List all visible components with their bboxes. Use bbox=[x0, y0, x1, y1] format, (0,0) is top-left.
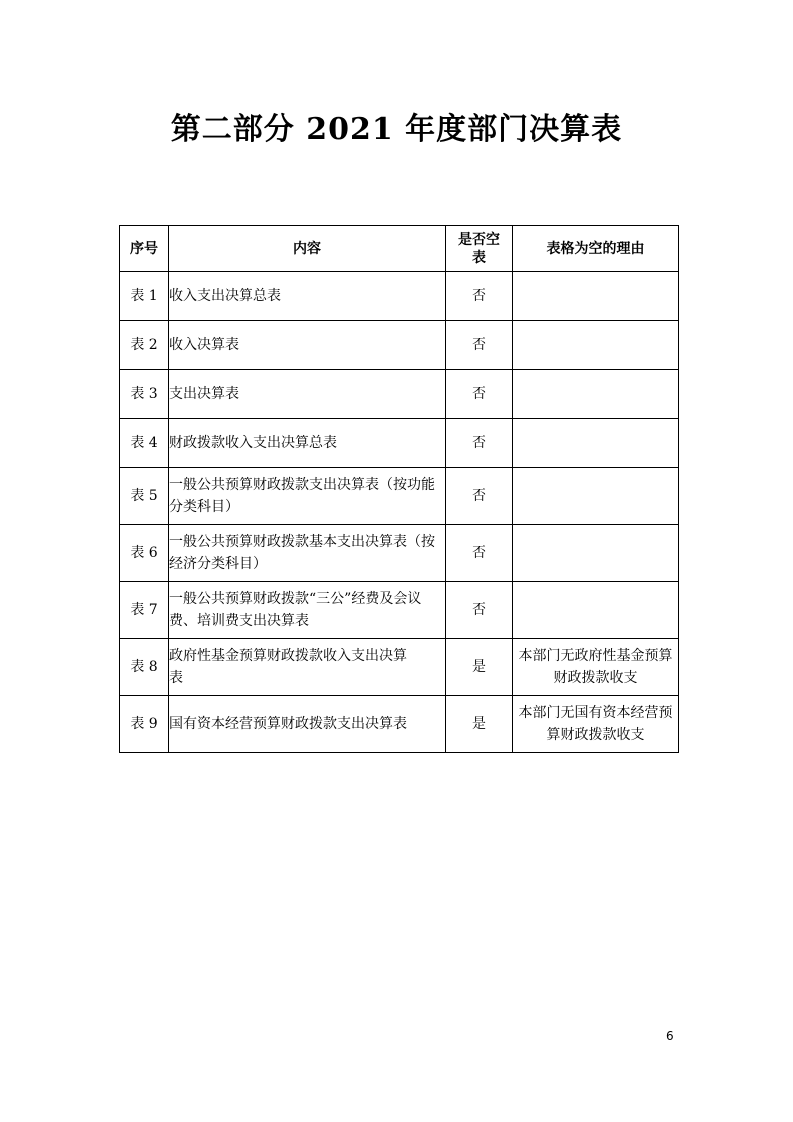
row-number: 表 7 bbox=[120, 582, 169, 639]
row-reason bbox=[513, 582, 679, 639]
table-row bbox=[120, 419, 679, 468]
row-number: 表 4 bbox=[120, 419, 169, 468]
row-is-empty: 否 bbox=[446, 525, 513, 582]
row-is-empty: 是 bbox=[446, 696, 513, 753]
row-reason bbox=[513, 272, 679, 321]
table-row bbox=[120, 370, 679, 419]
row-number: 表 2 bbox=[120, 321, 169, 370]
table-row bbox=[120, 272, 679, 321]
row-content: 财政拨款收入支出决算总表 bbox=[169, 419, 446, 468]
row-reason bbox=[513, 525, 679, 582]
row-content: 政府性基金预算财政拨款收入支出决算表 bbox=[169, 639, 446, 696]
row-reason: 本部门无政府性基金预算财政拨款收支 bbox=[513, 639, 679, 696]
table-row bbox=[120, 639, 679, 696]
table-row bbox=[120, 582, 679, 639]
row-is-empty: 否 bbox=[446, 321, 513, 370]
row-number: 表 8 bbox=[120, 639, 169, 696]
row-content: 收入决算表 bbox=[169, 321, 446, 370]
row-reason bbox=[513, 370, 679, 419]
row-number: 表 1 bbox=[120, 272, 169, 321]
row-number: 表 9 bbox=[120, 696, 169, 753]
row-content: 国有资本经营预算财政拨款支出决算表 bbox=[169, 696, 446, 753]
header-content: 内容 bbox=[169, 226, 446, 272]
row-is-empty: 否 bbox=[446, 272, 513, 321]
row-is-empty: 否 bbox=[446, 582, 513, 639]
page-number: 6 bbox=[666, 1029, 674, 1043]
row-number: 表 6 bbox=[120, 525, 169, 582]
header-number: 序号 bbox=[120, 226, 169, 272]
row-reason bbox=[513, 468, 679, 525]
header-is-empty: 是否空表 bbox=[446, 226, 513, 272]
header-empty-reason: 表格为空的理由 bbox=[513, 226, 679, 272]
table-row bbox=[120, 321, 679, 370]
row-number: 表 3 bbox=[120, 370, 169, 419]
row-content: 一般公共预算财政拨款支出决算表（按功能分类科目） bbox=[169, 468, 446, 525]
row-reason bbox=[513, 419, 679, 468]
row-is-empty: 否 bbox=[446, 370, 513, 419]
table-header-row bbox=[120, 226, 679, 272]
table-row bbox=[120, 696, 679, 753]
row-is-empty: 是 bbox=[446, 639, 513, 696]
row-content: 一般公共预算财政拨款“三公”经费及会议费、培训费支出决算表 bbox=[169, 582, 446, 639]
report-listing-table bbox=[119, 225, 679, 753]
row-content: 收入支出决算总表 bbox=[169, 272, 446, 321]
row-number: 表 5 bbox=[120, 468, 169, 525]
row-is-empty: 否 bbox=[446, 419, 513, 468]
row-is-empty: 否 bbox=[446, 468, 513, 525]
table-row bbox=[120, 525, 679, 582]
row-content: 支出决算表 bbox=[169, 370, 446, 419]
row-content: 一般公共预算财政拨款基本支出决算表（按经济分类科目） bbox=[169, 525, 446, 582]
table-row bbox=[120, 468, 679, 525]
page-title: 第二部分 2021 年度部门决算表 bbox=[170, 112, 623, 147]
row-reason bbox=[513, 321, 679, 370]
row-reason: 本部门无国有资本经营预算财政拨款收支 bbox=[513, 696, 679, 753]
